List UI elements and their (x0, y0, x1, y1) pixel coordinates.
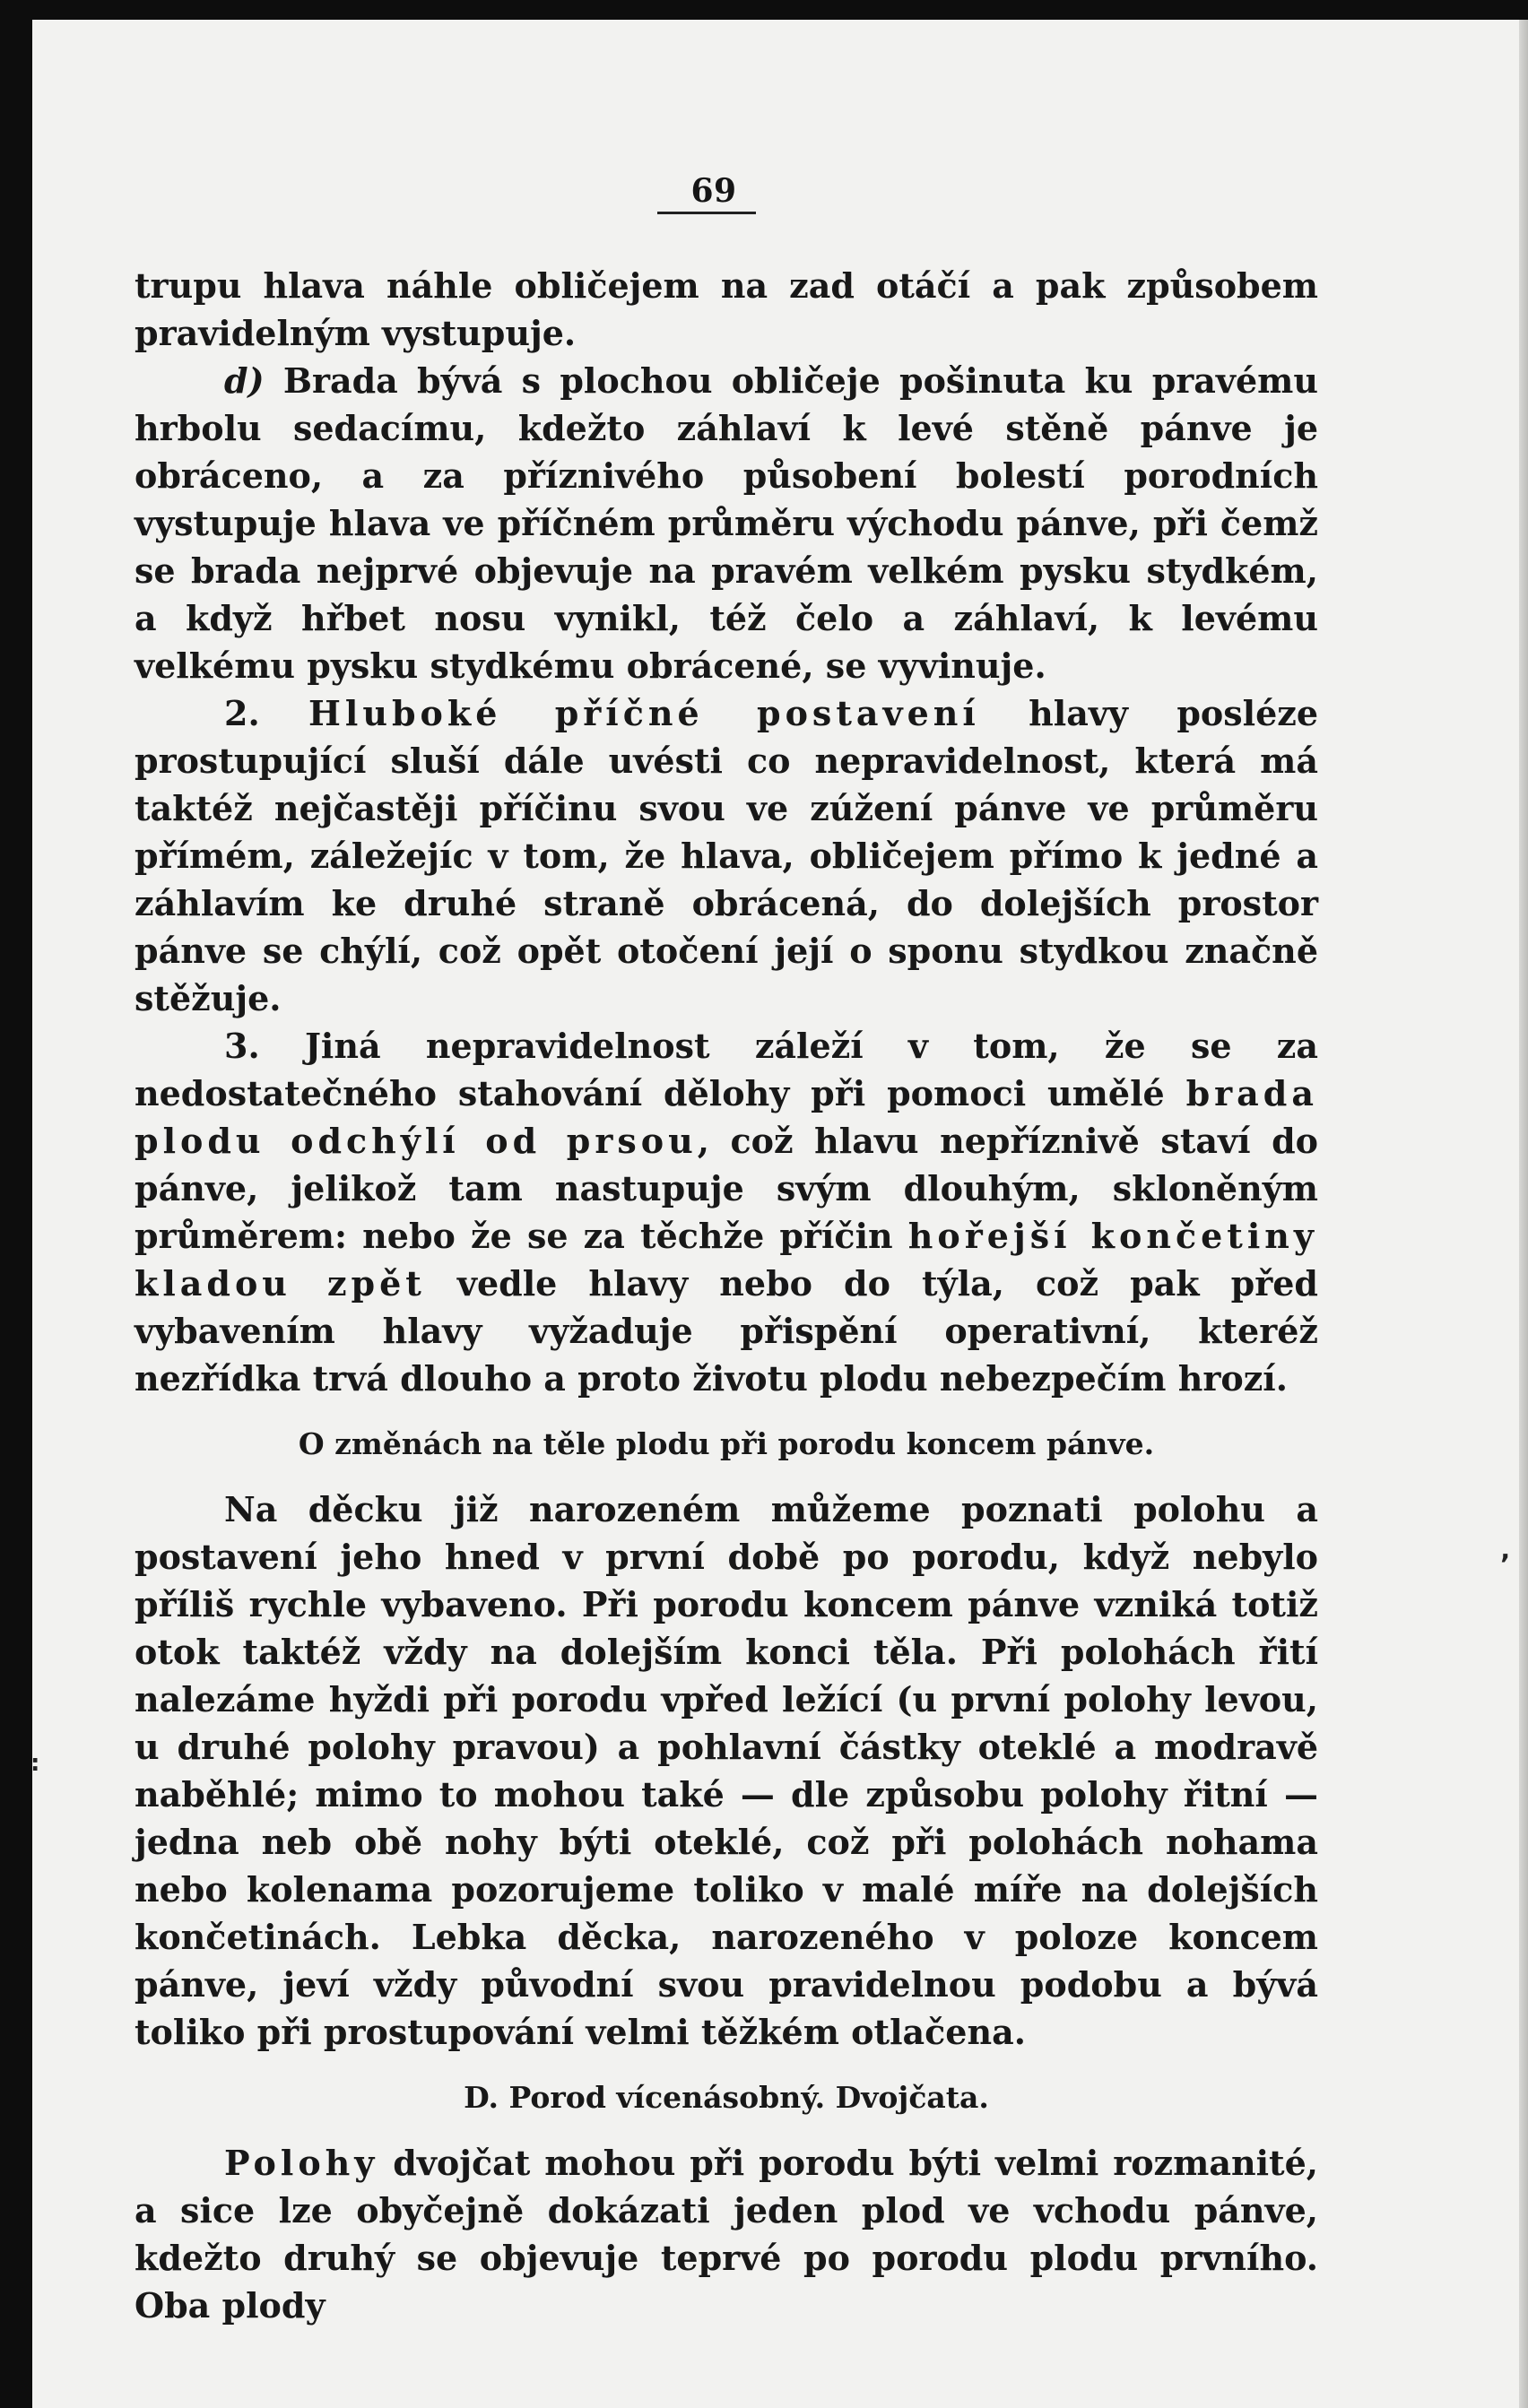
item-label-d: d) (224, 360, 265, 401)
term-polohy: Polohy (224, 2143, 379, 2183)
paragraph-zmeny: Na děcku již narozeném můžeme poznati polohu a postavení jeho hned v první době po porodu, když nebylo příliš rychle vybaveno. Při porodu koncem pánve vzniká totiž otok taktéž vždy na dolejším konci těla. Při polohách řití nalezáme hyždi při porodu vpřed ležící (u první polohy levou, u druhé polohy pravou) a pohlavní částky oteklé a modravě naběhlé; mimo to mohou také — dle způsobu polohy řitní — jedna neb obě nohy býti oteklé, což při polohách nohama nebo kolenama pozorujeme toliko v malé míře na dolejších končetinách. Lebka děcka, narozeného v poloze koncem pánve, jeví vždy původní svou pravidelnou podobu a bývá toliko při prostupování velmi těžkém otlačena. (135, 1489, 1318, 2052)
paragraph-2 (135, 689, 1318, 1022)
paragraph-3 (135, 1022, 1318, 1402)
paragraph-3-text-a: 3. Jiná nepravidelnost záleží v tom, že se za nedostatečného stahování dělohy při pomoci umělé (135, 1026, 1318, 1113)
page-number-underline (657, 212, 756, 214)
paragraph-polohy-text: dvojčat mohou při porodu býti velmi rozmanité, a sice lze obyčejně dokázati jeden plod ve vchodu pánve, kdežto druhý se objevuje teprvé po porodu plodu prvního. Oba plody (135, 2143, 1318, 2326)
paragraph-3-text-b: , což hlavu nepříznivě staví do pánve, jelikož tam nastupuje svým dlouhým, skloněným průměrem: nebo že se za těchže příčin (135, 1121, 1318, 1256)
paragraph-2-number: 2. (224, 693, 308, 733)
paragraph-3-text-c: vedle hlavy nebo do týla, což pak před vybavením hlavy vyžaduje přispění operativní, kteréž nezřídka trvá dlouho a proto životu plodu nebezpečím hrozí. (135, 1263, 1318, 1399)
paragraph-d (135, 357, 1318, 689)
paragraph-polohy (135, 2139, 1318, 2329)
scanned-page (32, 20, 1528, 2408)
paragraph-continuation: trupu hlava náhle obličejem na zad otáčí a pak způsobem pravidelným vystupuje. (135, 265, 1318, 353)
term-brada-plodu: brada plodu odchýlí od prsou (135, 1073, 1318, 1161)
section-heading-zmeny: O změnách na těle plodu při porodu koncem pánve. (298, 1426, 1155, 1461)
page-number: 69 (690, 172, 737, 210)
section-heading-dvojcata: D. Porod vícenásobný. Dvojčata. (464, 2080, 989, 2115)
term-horejsi-koncetiny: hořejší končetiny kladou zpět (135, 1216, 1318, 1304)
margin-speck: ‚ (1499, 1535, 1510, 1566)
margin-speck-left: : (30, 1750, 40, 1777)
paragraph-2-text: hlavy posléze prostupující sluší dále uvésti co nepravidelnost, která má taktéž nejčastěji příčinu svou ve zúžení pánve ve průměru přímém, záležejíc v tom, že hlava, obličejem přímo k jedné a záhlavím ke druhé straně obrácená, do dolejších prostor pánve se chýlí, což opět otočení její o sponu stydkou značně stěžuje. (135, 693, 1319, 1018)
paragraph-d-text: Brada bývá s plochou obličeje pošinuta ku pravému hrbolu sedacímu, kdežto záhlaví k levé stěně pánve je obráceno, a za příznivého působení bolestí porodních vystupuje hlava ve příčném průměru východu pánve, při čemž se brada nejprvé objevuje na pravém velkém pysku stydkém, a když hřbet nosu vynikl, též čelo a záhlaví, k levému velkému pysku stydkému obrácené, se vyvinuje. (135, 360, 1318, 686)
term-hluboke-pricne-postaveni: Hluboké příčné postavení (308, 693, 980, 733)
body-text (135, 262, 1318, 2329)
